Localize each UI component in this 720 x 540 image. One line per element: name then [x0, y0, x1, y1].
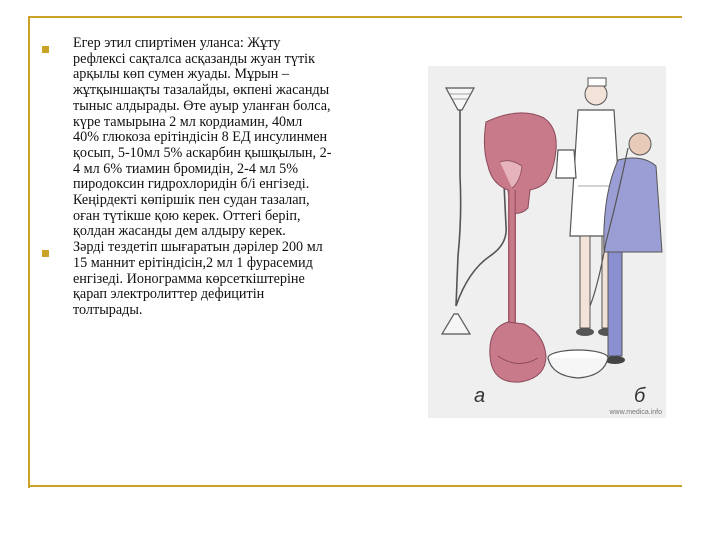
panel-label-a: а	[474, 385, 486, 407]
bullet-square-icon	[42, 46, 49, 53]
bullet-item-2	[40, 240, 410, 319]
text-line: пиродоксин гидрохлоридін б/і енгізеді.	[73, 176, 310, 193]
text-line: 40% глюкоза ерітіндісін 8 ЕД инсулинмен	[73, 129, 328, 146]
gastric-lavage-illustration	[428, 66, 666, 418]
text-line: тыныс алдырады. Өте ауыр уланған болса,	[73, 97, 331, 114]
text-line: күре тамырына 2 мл кордиамин, 40мл	[73, 113, 303, 130]
head-profile	[484, 113, 556, 213]
bullet-square-icon	[42, 250, 49, 257]
bullet-item-1	[40, 36, 410, 240]
text-line: 15 маннит ерітіндісін,2 мл 1 фурасемид	[73, 254, 313, 271]
stomach	[490, 322, 546, 382]
text-line: жұтқыншақты тазалайды, өкпені жасанды	[73, 82, 330, 99]
frame-bottom-line	[28, 485, 682, 487]
text-line: қолдан жасанды дем алдыру керек.	[73, 223, 286, 240]
frame-left-line	[28, 16, 30, 488]
illustration-svg	[428, 66, 666, 418]
text-line: рефлексі сақталса асқазанды жуан түтік	[73, 50, 316, 67]
text-line: арқылы көп сумен жуады. Мұрын –	[73, 66, 289, 83]
pitcher-icon	[556, 150, 576, 178]
text-line: қарап электролиттер дефицитін	[73, 286, 265, 303]
text-line: Зәрді тездетіп шығаратын дәрілер 200 мл	[73, 239, 323, 256]
basin-icon	[548, 350, 608, 378]
text-line: оған түтікше қою керек. Оттегі беріп,	[73, 207, 301, 224]
text-line: Егер этил спиртімен уланса: Жұту	[73, 35, 281, 51]
panel-label-b: б	[634, 385, 646, 407]
funnel-icon	[446, 88, 474, 110]
text-line: қосып, 5-10мл 5% аскарбин қышқылын, 2-	[73, 144, 332, 161]
bullet-text-2	[73, 240, 323, 319]
watermark-text: www.medica.info	[609, 409, 662, 416]
frame-top-line	[28, 16, 682, 18]
bullet-text-1	[73, 36, 331, 240]
text-line: Кеңірдекті көпіршік пен судан тазалап,	[73, 192, 310, 209]
drain-funnel-icon	[442, 314, 470, 334]
text-line: 4 мл 6% тиамин бромидін, 2-4 мл 5%	[73, 160, 299, 177]
text-content	[40, 36, 410, 319]
text-line: енгізеді. Ионограмма көрсеткіштеріне	[73, 270, 305, 287]
text-line: толтырады.	[73, 301, 143, 318]
